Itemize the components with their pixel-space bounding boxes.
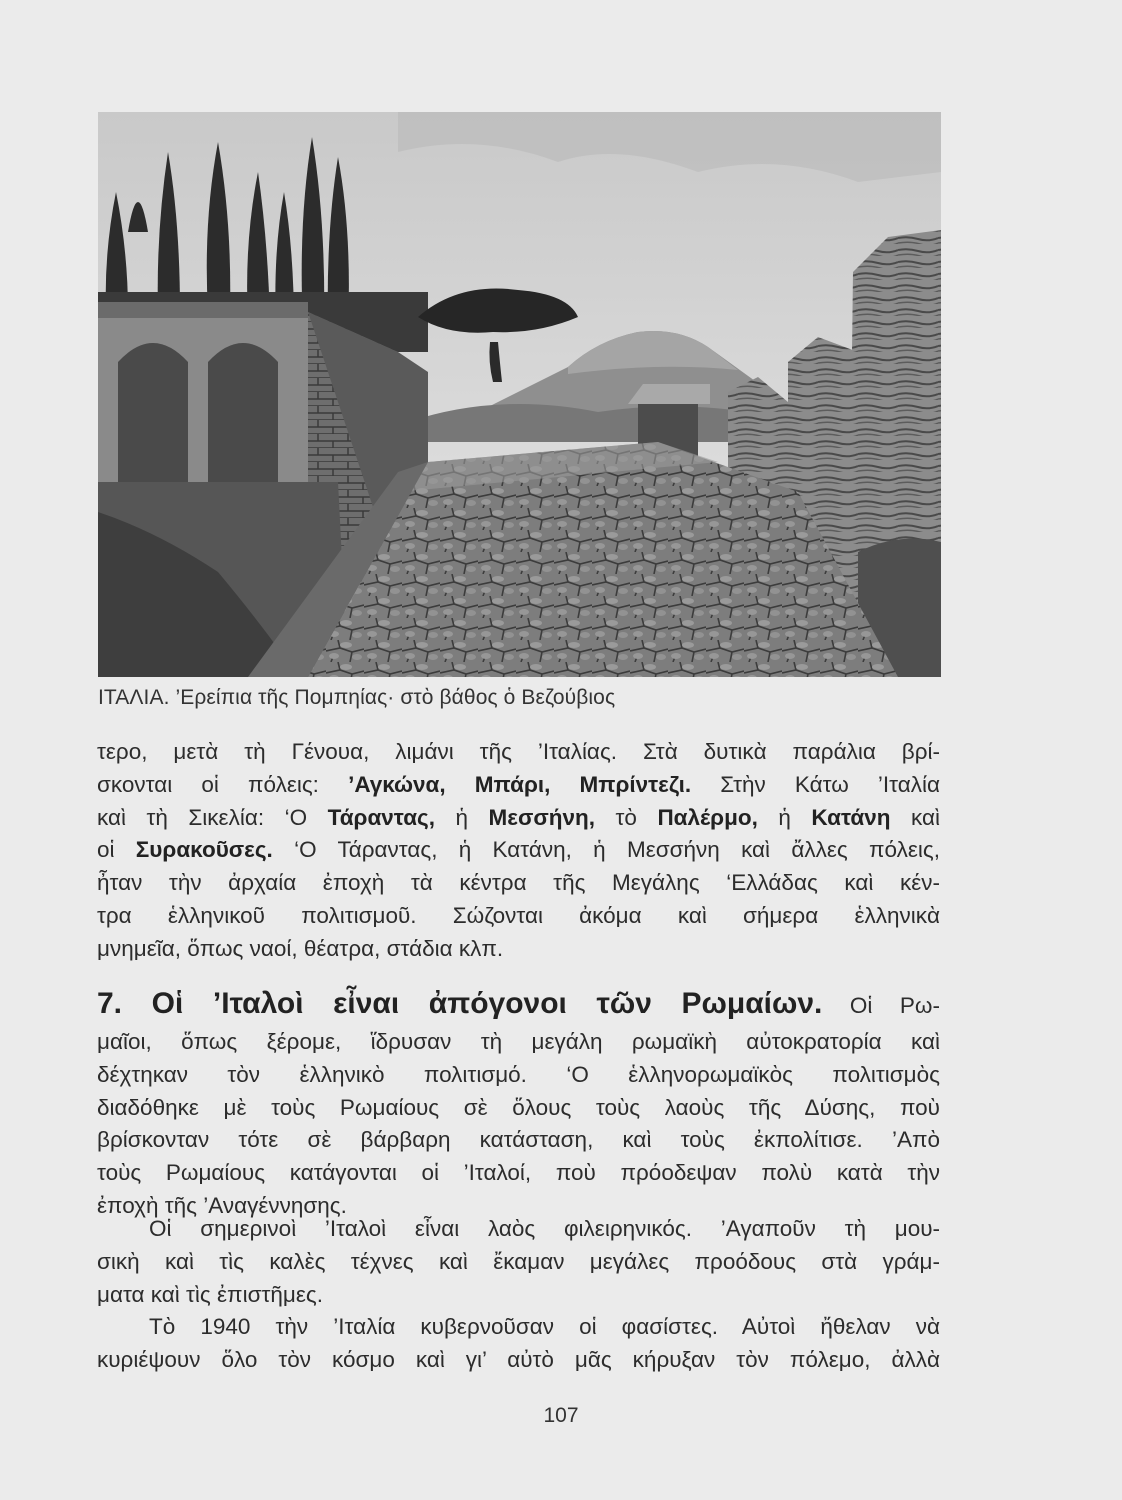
- text-line: τοὺς Ρωμαίους κατάγονται οἱ ’Ιταλοί, ποὺ πρόοδεψαν πολὺ κατὰ τὴν: [97, 1160, 940, 1186]
- text-line: δέχτηκαν τὸν ἑλληνικὸ πολιτισμό. ‘Ο ἑλληνορωμαϊκὸς πολιτισμὸς: [97, 1061, 940, 1087]
- paragraph-cities: [97, 736, 940, 966]
- ruins-photo-illustration: [98, 112, 941, 677]
- text-line: καὶ τὴ Σικελία: ‘Ο Τάραντας, ἡ Μεσσήνη, τὸ Παλέρμο, ἡ Κατάνη καὶ: [97, 804, 940, 830]
- text-line: οἱ Συρακοῦσες. ‘Ο Τάραντας, ἡ Κατάνη, ἡ Μεσσήνη καὶ ἄλλες πόλεις,: [97, 837, 940, 863]
- pompeii-photograph: [98, 112, 941, 677]
- section-7: [97, 984, 940, 1223]
- text-line: σκονται οἱ πόλεις: ’Αγκώνα, Μπάρι, Μπρίντεζι. Στὴν Κάτω ’Ιταλία: [97, 771, 940, 797]
- bold-city-names: ’Αγκώνα, Μπάρι, Μπρίντεζι.: [348, 771, 692, 797]
- text-line: μνημεῖα, ὅπως ναοί, θέατρα, στάδια κλπ.: [97, 935, 504, 961]
- page-number: 107: [543, 1404, 579, 1427]
- text-line: βρίσκονταν τότε σὲ βάρβαρη κατάσταση, καὶ τοὺς ἐκπολίτισε. ’Απὸ: [97, 1127, 940, 1153]
- text-line: σικὴ καὶ τὶς καλὲς τέχνες καὶ ἔκαμαν μεγάλες προόδους στὰ γράμ-: [97, 1248, 940, 1274]
- text-line: Οἱ σημερινοὶ ’Ιταλοὶ εἶναι λαὸς φιλειρηνικός. ’Αγαποῦν τὴ μου-: [149, 1216, 940, 1241]
- figure-caption: ΙΤΑΛΙΑ. ’Ερείπια τῆς Πομπηίας· στὸ βάθος ὁ Βεζούβιος: [98, 686, 616, 709]
- paragraph-1940: [97, 1311, 940, 1377]
- text-line: ματα καὶ τὶς ἐπιστῆμες.: [97, 1281, 323, 1307]
- text-line: τρα ἑλληνικοῦ πολιτισμοῦ. Σώζονται ἀκόμα καὶ σήμερα ἑλληνικὰ: [97, 902, 940, 928]
- text-line: διαδόθηκε μὲ τοὺς Ρωμαίους σὲ ὅλους τοὺς λαοὺς τῆς Δύσης, ποὺ: [97, 1094, 940, 1120]
- text-line: ἐποχὴ τῆς ’Αναγέννησης.: [97, 1192, 347, 1218]
- text-line: Τὸ 1940 τὴν ’Ιταλία κυβερνοῦσαν οἱ φασίστες. Αὐτοὶ ἤθελαν νὰ: [149, 1314, 940, 1339]
- section-heading-line: 7. Οἱ ’Ιταλοὶ εἶναι ἀπόγονοι τῶν Ρωμαίων. Οἱ Ρω-: [97, 987, 940, 1020]
- text-line: ἦταν τὴν ἀρχαία ἐποχὴ τὰ κέντρα τῆς Μεγάλης ‘Ελλάδας καὶ κέν-: [97, 870, 940, 896]
- text-line: κυριέψουν ὅλο τὸν κόσμο καὶ γι’ αὐτὸ μᾶς κήρυξαν τὸν πόλεμο, ἀλλὰ: [97, 1346, 940, 1372]
- text-line: μαῖοι, ὅπως ξέρομε, ἵδρυσαν τὴ μεγάλη ρωμαϊκὴ αὐτοκρατορία καὶ: [97, 1029, 940, 1054]
- section-heading: 7. Οἱ ’Ιταλοὶ εἶναι ἀπόγονοι τῶν Ρωμαίων.: [97, 987, 823, 1020]
- paragraph-modern-italians: [97, 1213, 940, 1311]
- text-line: τερο, μετὰ τὴ Γένουα, λιμάνι τῆς ’Ιταλίας. Στὰ δυτικὰ παράλια βρί-: [97, 739, 940, 764]
